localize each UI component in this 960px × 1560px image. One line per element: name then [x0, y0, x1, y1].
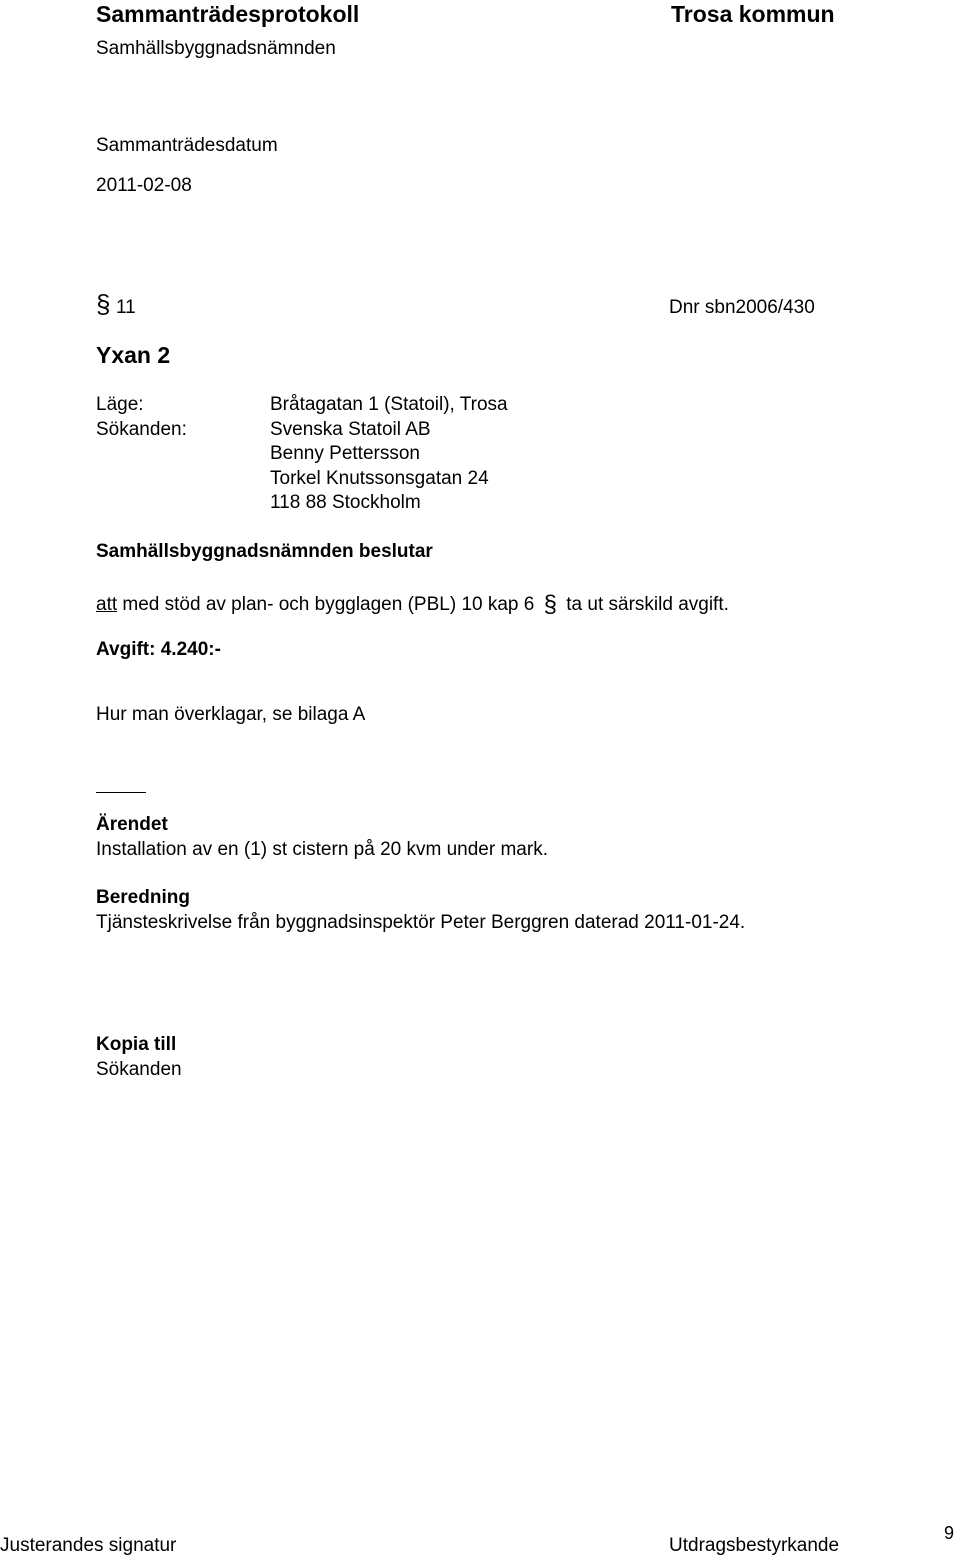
- footer-certification-label: Utdragsbestyrkande: [669, 1535, 840, 1556]
- paragraph-symbol: §: [96, 289, 111, 319]
- footer-signature-label: Justerandes signatur: [0, 1535, 177, 1556]
- fee: Avgift: 4.240:-: [96, 639, 221, 660]
- applicant-line: Svenska Statoil AB: [270, 418, 431, 440]
- location-label: Läge:: [96, 394, 144, 415]
- municipality-name: Trosa kommun: [671, 1, 835, 27]
- decision-paragraph-symbol: §: [543, 591, 557, 618]
- preparation-text: Tjänsteskrivelse från byggnadsinspektör Peter Berggren daterad 2011-01-24.: [96, 912, 746, 933]
- applicant-line: 118 88 Stockholm: [270, 492, 421, 513]
- decision-text-after: ta ut särskild avgift.: [566, 594, 729, 615]
- decision-heading: Samhällsbyggnadsnämnden beslutar: [96, 541, 433, 562]
- case-number: Dnr sbn2006/430: [669, 297, 815, 318]
- applicant-line: Benny Pettersson: [270, 443, 420, 464]
- paragraph-number: 11: [116, 297, 136, 318]
- copy-recipient: Sökanden: [96, 1059, 182, 1080]
- location-value: Bråtagatan 1 (Statoil), Trosa: [270, 394, 508, 415]
- applicant-line: Torkel Knutssonsgatan 24: [270, 467, 489, 489]
- board-name: Samhällsbyggnadsnämnden: [96, 38, 336, 59]
- page-number: 9: [944, 1523, 955, 1543]
- decision-text: [96, 590, 729, 620]
- case-text: Installation av en (1) st cistern på 20 kvm under mark.: [96, 839, 548, 860]
- case-heading: Ärendet: [96, 814, 168, 835]
- decision-att: att: [96, 594, 118, 615]
- document-type: Sammanträdesprotokoll: [96, 1, 360, 27]
- preparation-heading: Beredning: [96, 887, 190, 908]
- applicant-label: Sökanden:: [96, 418, 187, 440]
- copy-heading: Kopia till: [96, 1034, 177, 1055]
- meeting-date-label: Sammanträdesdatum: [96, 135, 278, 156]
- appeal-info: Hur man överklagar, se bilaga A: [96, 704, 366, 725]
- decision-text-before: med stöd av plan- och bygglagen (PBL) 10 kap 6: [122, 594, 535, 615]
- meeting-date-value: 2011-02-08: [96, 175, 192, 196]
- item-details: [96, 393, 508, 516]
- item-title: Yxan 2: [96, 342, 171, 368]
- section-divider: [96, 792, 146, 793]
